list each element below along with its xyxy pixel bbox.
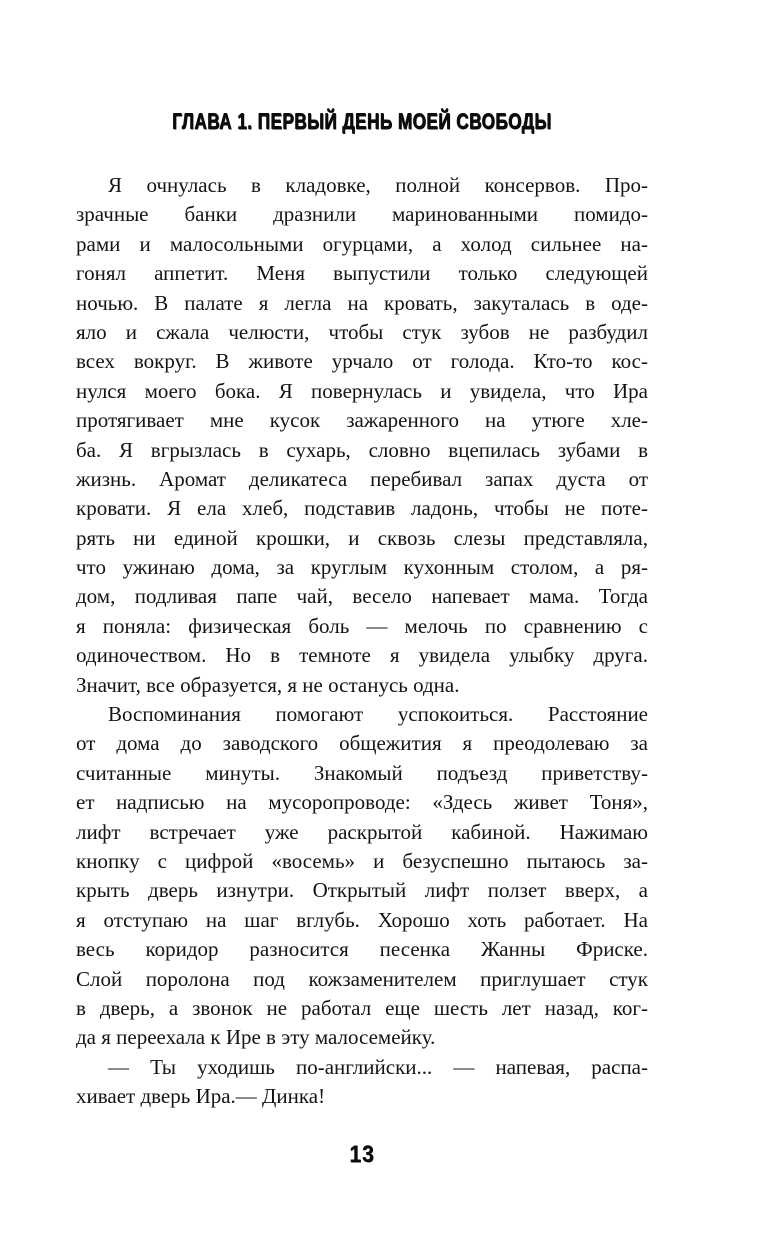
text-line: жизнь. Аромат деликатеса перебивал запах дуста от bbox=[76, 466, 648, 491]
text-line: кнопку с цифрой «восемь» и безуспешно пытаюсь за- bbox=[76, 848, 648, 873]
text-line: Воспоминания помогают успокоиться. Расстояние bbox=[108, 702, 648, 727]
text-line: да я переехала к Ире в эту малосемейку. bbox=[76, 1025, 436, 1050]
text-line: рами и малосольными огурцами, а холод сильнее на- bbox=[76, 231, 648, 256]
text-line: рять ни единой крошки, и сквозь слезы представляла, bbox=[76, 525, 648, 550]
text-line: нулся моего бока. Я повернулась и увидела, что Ира bbox=[76, 378, 648, 403]
text-line: считанные минуты. Знакомый подъезд приветству- bbox=[76, 760, 648, 785]
page-number: 13 bbox=[349, 1140, 375, 1168]
text-line: Слой поролона под кожзаменителем приглушает стук bbox=[76, 966, 648, 991]
text-line: я отступаю на шаг вглубь. Хорошо хоть работает. На bbox=[76, 907, 648, 932]
text-line: ет надписью на мусоропроводе: «Здесь живет Тоня», bbox=[76, 790, 648, 815]
text-line: — Ты уходишь по-английски... — напевая, распа- bbox=[108, 1054, 648, 1079]
text-line: Значит, все образуется, я не останусь одна. bbox=[76, 672, 460, 697]
text-line: всех вокруг. В животе урчало от голода. Кто-то кос- bbox=[76, 349, 648, 374]
text-line: Я очнулась в кладовке, полной консервов. Про- bbox=[108, 173, 648, 197]
text-line: лифт встречает уже раскрытой кабиной. Нажимаю bbox=[76, 819, 648, 844]
text-line: зрачные банки дразнили маринованными помидо- bbox=[76, 202, 648, 227]
text-line: дом, подливая папе чай, весело напевает мама. Тогда bbox=[76, 584, 648, 609]
text-line: я поняла: физическая боль — мелочь по сравнению с bbox=[76, 613, 648, 638]
text-line: от дома до заводского общежития я преодолеваю за bbox=[76, 731, 648, 756]
text-line: яло и сжала челюсти, чтобы стук зубов не разбудил bbox=[76, 319, 648, 344]
page-content bbox=[76, 106, 648, 1167]
paragraph bbox=[76, 1053, 648, 1112]
text-line: крыть дверь изнутри. Открытый лифт ползет вверх, а bbox=[76, 878, 648, 903]
body-text bbox=[76, 171, 648, 1112]
text-line: кровати. Я ела хлеб, подставив ладонь, чтобы не поте- bbox=[76, 496, 648, 521]
text-line: ба. Я вгрызлась в сухарь, словно вцепилась зубами в bbox=[76, 437, 648, 462]
text-line: гонял аппетит. Меня выпустили только следующей bbox=[76, 261, 648, 286]
text-line: что ужинаю дома, за круглым кухонным столом, а ря- bbox=[76, 555, 648, 580]
text-line: весь коридор разносится песенка Жанны Фриске. bbox=[76, 937, 648, 962]
text-line: ночью. В палате я легла на кровать, закуталась в оде- bbox=[76, 290, 648, 315]
paragraph bbox=[76, 171, 648, 700]
text-line: в дверь, а звонок не работал еще шесть лет назад, ког- bbox=[76, 995, 648, 1020]
text-line: хивает дверь Ира.— Динка! bbox=[76, 1084, 326, 1109]
text-line: протягивает мне кусок зажаренного на утюге хле- bbox=[76, 408, 648, 433]
paragraph bbox=[76, 700, 648, 1053]
text-line: одиночеством. Но в темноте я увидела улыбку друга. bbox=[76, 643, 648, 668]
chapter-title: ГЛАВА 1. ПЕРВЫЙ ДЕНЬ МОЕЙ СВОБОДЫ bbox=[172, 109, 552, 135]
